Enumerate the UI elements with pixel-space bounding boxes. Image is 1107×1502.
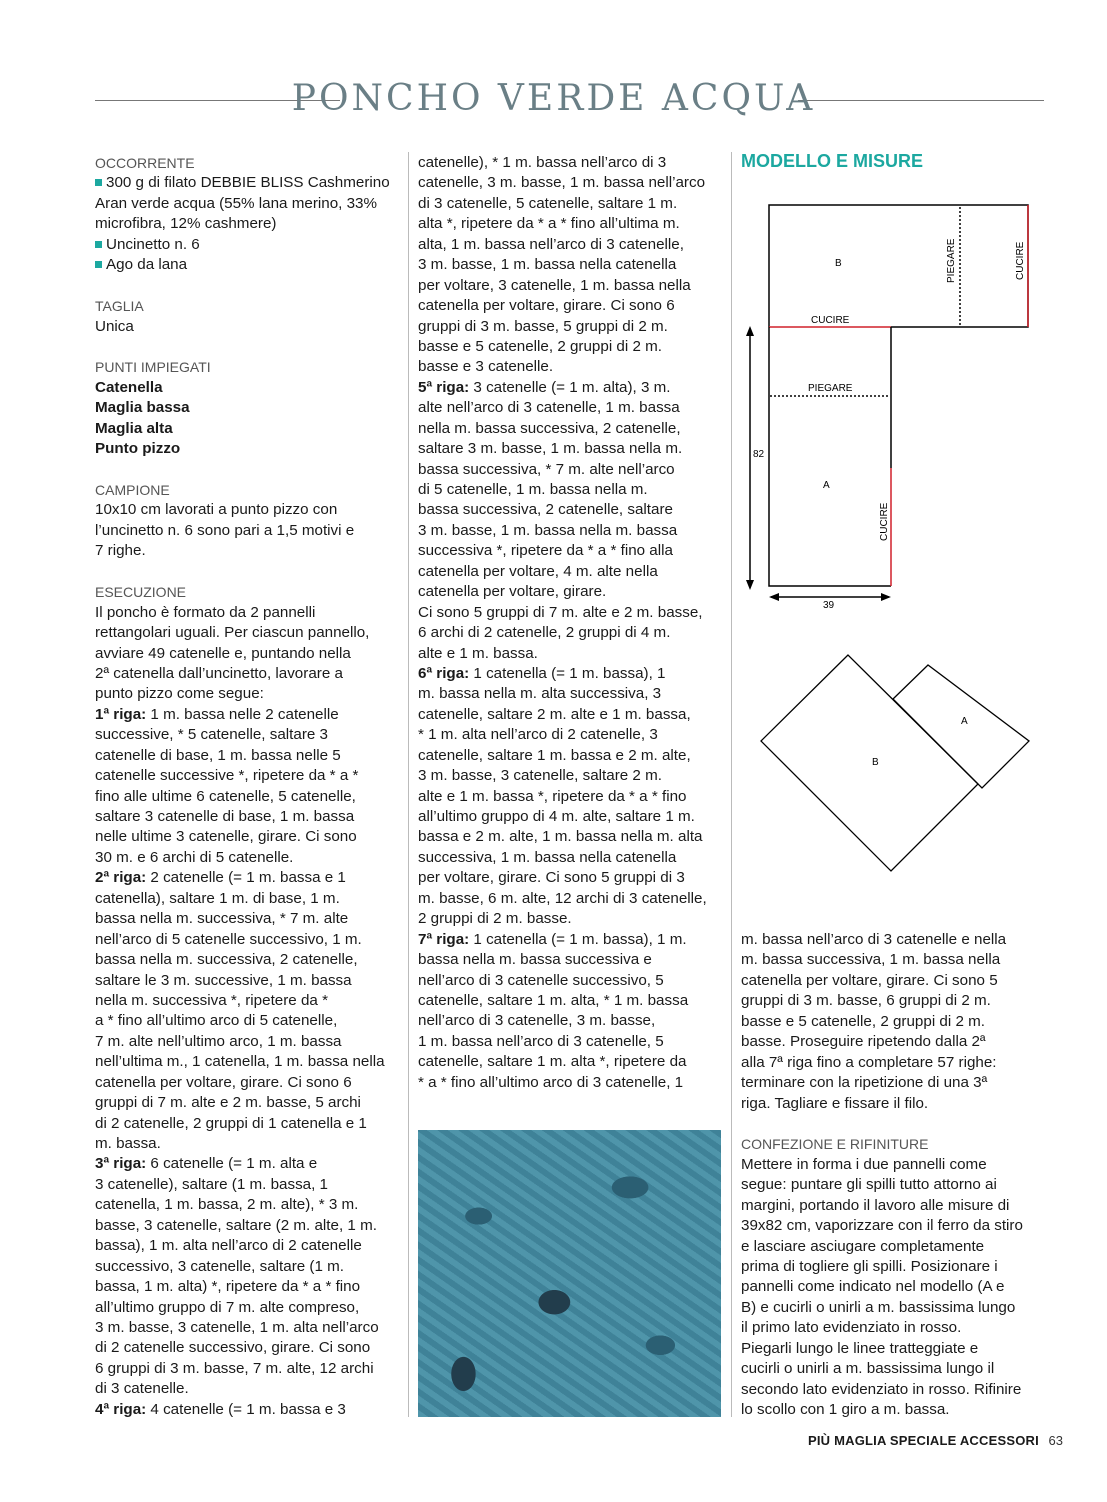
line-text: bassa nella m. bassa successiva e (418, 951, 652, 969)
line-text: ESECUZIONE (95, 584, 187, 601)
text-line (418, 725, 728, 745)
text-line (95, 419, 405, 439)
line-text: il primo lato evidenziato in rosso. (741, 1319, 962, 1337)
text-line (95, 827, 405, 847)
text-line (418, 378, 728, 398)
column-right (741, 930, 1051, 1421)
text-line (95, 1216, 405, 1236)
line-text: fino alle ultime 6 catenelle, 5 catenelle, (95, 787, 356, 805)
label-piegare: PIEGARE (808, 383, 853, 394)
line-text: terminare con la ripetizione di una 3ª (741, 1074, 988, 1092)
line-text: catenella per voltare, 4 m. alte nella (418, 562, 658, 580)
line-text: avviare 49 catenelle e, puntando nella (95, 644, 351, 662)
line-text: 30 m. e 6 archi di 5 catenelle. (95, 848, 294, 866)
text-line (418, 868, 728, 888)
text-line (95, 909, 405, 929)
line-text: bassa e 2 m. alte, 1 m. bassa nella m. alta (418, 828, 703, 846)
text-line (95, 398, 405, 418)
line-text: gruppi di 3 m. basse, 5 gruppi di 2 m. (418, 317, 668, 335)
text-line (418, 521, 728, 541)
line-text: m. bassa successiva, 1 m. bassa nella (741, 951, 1001, 969)
line-text: nelle ultime 3 catenelle, girare. Ci sono (95, 828, 357, 846)
line-text: basse, 3 catenelle, saltare (2 m. alte, 1 m. (95, 1216, 377, 1234)
text-line (95, 1011, 405, 1031)
text-line (741, 1257, 1051, 1277)
line-text: e lasciare asciugare completamente (741, 1237, 985, 1255)
magazine-name: PIÙ MAGLIA SPECIALE ACCESSORI (808, 1433, 1039, 1448)
line-text: catenella per voltare, girare. (418, 583, 607, 601)
column-divider (408, 152, 409, 1417)
text-line (95, 562, 405, 582)
text-line (741, 971, 1051, 991)
panel-b-shape (761, 655, 978, 871)
text-line (418, 194, 728, 214)
line-text: 10x10 cm lavorati a punto pizzo con (95, 501, 338, 519)
line-text: riga. Tagliare e fissare il filo. (741, 1094, 929, 1112)
text-line (95, 991, 405, 1011)
line-text: Ci sono 5 gruppi di 7 m. alte e 2 m. basse, (418, 603, 703, 621)
text-line (95, 848, 405, 868)
text-line (95, 684, 405, 704)
text-line (418, 255, 728, 275)
text-line (95, 439, 405, 459)
text-line (418, 317, 728, 337)
text-line (741, 1094, 1051, 1114)
text-line (418, 398, 728, 418)
text-line (95, 1134, 405, 1154)
text-line (418, 1052, 728, 1072)
row-label: 4ª riga: (95, 1400, 147, 1418)
bullet-square-icon (95, 261, 102, 268)
label-piegare: PIEGARE (946, 238, 957, 283)
line-text: nell’arco di 5 catenelle successivo, 1 m. (95, 930, 362, 948)
line-text: TAGLIA (95, 298, 144, 315)
text-line (95, 1236, 405, 1256)
text-line (418, 460, 728, 480)
row-label: 7ª riga: (418, 930, 470, 948)
text-line (418, 930, 728, 950)
line-text: CONFEZIONE E RIFINITURE (741, 1136, 929, 1153)
text-line (95, 255, 405, 275)
text-line (741, 950, 1051, 970)
text-line (95, 889, 405, 909)
text-line (418, 889, 728, 909)
line-text: di 3 catenelle, 5 catenelle, saltare 1 m. (418, 194, 678, 212)
line-text: bassa), 1 m. alta nell’arco di 2 catenelle (95, 1237, 362, 1255)
line-text: 2ª catenella dall’uncinetto, lavorare a (95, 664, 343, 682)
text-line (95, 705, 405, 725)
text-line (418, 603, 728, 623)
line-text: Ago da lana (106, 256, 188, 274)
line-text: bassa nella m. successiva, 2 catenelle, (95, 951, 358, 969)
crochet-photo (418, 1130, 721, 1417)
text-line (418, 746, 728, 766)
text-line (95, 1359, 405, 1379)
line-text: Piegarli lungo le linee tratteggiate e (741, 1339, 979, 1357)
text-line (95, 1114, 405, 1134)
line-text: basse e 3 catenelle. (418, 358, 554, 376)
line-text: 6 gruppi di 3 m. basse, 7 m. alte, 12 archi (95, 1359, 374, 1377)
text-line (418, 500, 728, 520)
text-line (418, 971, 728, 991)
line-text: 39x82 cm, vaporizzare con il ferro da stiro (741, 1217, 1023, 1235)
line-text: l’uncinetto n. 6 sono pari a 1,5 motivi e (95, 521, 355, 539)
text-line (95, 1052, 405, 1072)
panel-b-outline (769, 205, 1028, 327)
line-text: 3 m. basse, 1 m. bassa nella catenella (418, 256, 677, 274)
line-text: successive, * 5 catenelle, saltare 3 (95, 726, 328, 744)
line-text: di 3 catenelle. (95, 1380, 189, 1398)
line-text: alta, 1 m. bassa nell’arco di 3 catenelle, (418, 235, 684, 253)
text-line (418, 1073, 728, 1093)
text-line (95, 214, 405, 234)
label-b: B (872, 757, 879, 768)
line-text: Uncinetto n. 6 (106, 235, 200, 253)
text-line (741, 991, 1051, 1011)
text-line (741, 930, 1051, 950)
section-heading (95, 357, 405, 377)
text-line (95, 1032, 405, 1052)
line-text: alte e 1 m. bassa. (418, 644, 538, 662)
line-text: successivo, 3 catenelle, saltare (1 m. (95, 1257, 345, 1275)
text-line (95, 317, 405, 337)
line-text: successiva *, ripetere da * a * fino alla (418, 542, 673, 560)
line-text: catenella, 1 m. bassa, 2 m. alte), * 3 m. (95, 1196, 359, 1214)
line-text: cucirli o unirli a m. bassissima lungo il (741, 1360, 995, 1378)
line-text: rettangolari uguali. Per ciascun pannello, (95, 624, 370, 642)
line-text: per voltare, girare. Ci sono 5 gruppi di 3 (418, 869, 685, 887)
line-text: catenelle, 3 m. basse, 1 m. bassa nell’arco (418, 174, 706, 192)
text-line (418, 1032, 728, 1052)
section-title: MODELLO E MISURE (741, 151, 924, 171)
text-line (741, 1175, 1051, 1195)
bullet-square-icon (95, 241, 102, 248)
label-cucire: CUCIRE (879, 502, 890, 541)
bullet-square-icon (95, 179, 102, 186)
line-text: catenella per voltare, girare. Ci sono 6 (418, 297, 675, 315)
line-text: per voltare, 3 catenelle, 1 m. bassa nella (418, 276, 691, 294)
text-line (95, 807, 405, 827)
line-text: a * fino all’ultimo arco di 5 catenelle, (95, 1012, 338, 1030)
label-width: 39 (823, 600, 835, 611)
text-line (741, 1277, 1051, 1297)
line-text: alta *, ripetere da * a * fino all’ultima m. (418, 215, 680, 233)
text-line (741, 1032, 1051, 1052)
line-text: di 2 catenelle successivo, girare. Ci sono (95, 1339, 371, 1357)
line-text: 6 archi di 2 catenelle, 2 gruppi di 4 m. (418, 624, 671, 642)
line-text: 300 g di filato DEBBIE BLISS Cashmerino (106, 174, 390, 192)
text-line (95, 1379, 405, 1399)
text-line (741, 1196, 1051, 1216)
text-line (418, 439, 728, 459)
text-line (95, 930, 405, 950)
line-text: bassa successiva, 2 catenelle, saltare (418, 501, 673, 519)
row-label: 5ª riga: (418, 378, 470, 396)
line-text: Mettere in forma i due pannelli come (741, 1155, 987, 1173)
text-line (741, 1237, 1051, 1257)
panel-a-outline (769, 327, 891, 586)
line-text: 4 catenelle (= 1 m. bassa e 3 (146, 1400, 346, 1418)
row-label: 1ª riga: (95, 705, 147, 723)
line-text: alla 7ª riga fino a completare 57 righe: (741, 1053, 997, 1071)
line-text: Aran verde acqua (55% lana merino, 33% (95, 194, 377, 212)
text-line (418, 827, 728, 847)
text-line (95, 603, 405, 623)
line-text: all’ultimo gruppo di 4 m. alte, saltare 1 m. (418, 808, 695, 825)
text-line (418, 214, 728, 234)
line-text: nell’arco di 3 catenelle successivo, 5 (418, 971, 664, 989)
line-text: nell’ultima m., 1 catenella, 1 m. bassa nella (95, 1053, 385, 1071)
text-line (95, 1338, 405, 1358)
text-line (741, 1400, 1051, 1420)
text-line (741, 1380, 1051, 1400)
text-line (418, 541, 728, 561)
line-text: gruppi di 3 m. basse, 6 gruppi di 2 m. (741, 992, 991, 1010)
line-text: * 1 m. alta nell’arco di 2 catenelle, 3 (418, 726, 658, 744)
text-line (418, 296, 728, 316)
text-line (418, 807, 728, 827)
section-heading (95, 480, 405, 500)
text-line (95, 173, 405, 193)
line-text: bassa nella m. successiva, * 7 m. alte (95, 910, 349, 928)
text-line (95, 378, 405, 398)
line-text: PUNTI IMPIEGATI (95, 359, 211, 376)
text-line (418, 419, 728, 439)
line-text: 2 gruppi di 2 m. basse. (418, 910, 572, 928)
text-line (418, 991, 728, 1011)
line-text: 3 m. basse, 3 catenelle, saltare 2 m. (418, 767, 662, 785)
line-text: catenelle, saltare 2 m. alte e 1 m. bassa, (418, 705, 691, 723)
line-text: 7 righe. (95, 542, 146, 560)
line-text: CAMPIONE (95, 482, 170, 498)
line-text: 7 m. alte nell’ultimo arco, 1 m. bassa (95, 1032, 342, 1050)
text-line (95, 1073, 405, 1093)
text-line (418, 787, 728, 807)
line-text: 1 m. bassa nelle 2 catenelle (146, 705, 339, 723)
column-left (95, 153, 405, 1420)
line-text: secondo lato evidenziato in rosso. Rifinire (741, 1380, 1022, 1398)
line-text: di 2 catenelle, 2 gruppi di 1 catenella e 1 (95, 1114, 367, 1132)
text-line (95, 1175, 405, 1195)
text-line (418, 766, 728, 786)
line-text: catenelle, saltare 1 m. alta *, ripetere da (418, 1053, 687, 1071)
text-line (741, 1298, 1051, 1318)
line-text: OCCORRENTE (95, 155, 195, 171)
text-line (418, 582, 728, 602)
line-text: margini, portando il lavoro alle misure di (741, 1196, 1010, 1214)
text-line (95, 521, 405, 541)
text-line (418, 909, 728, 929)
line-text: Maglia bassa (95, 399, 190, 417)
text-line (741, 1053, 1051, 1073)
line-text: catenella per voltare, girare. Ci sono 6 (95, 1073, 352, 1091)
text-line (95, 1318, 405, 1338)
line-text: successiva, 1 m. bassa nella catenella (418, 848, 677, 866)
line-text: 1 catenella (= 1 m. bassa), 1 m. (469, 930, 687, 948)
text-line (418, 848, 728, 868)
page-footer (808, 1433, 1063, 1448)
text-line (95, 1400, 405, 1420)
assembled-diagram (755, 650, 1035, 880)
line-text: nell’arco di 3 catenelle, 3 m. basse, (418, 1012, 656, 1030)
text-line (418, 235, 728, 255)
line-text: bassa, 1 m. alta) *, ripetere da * a * fino (95, 1278, 361, 1296)
text-line (95, 1154, 405, 1174)
line-text: pannelli come indicato nel modello (A e (741, 1278, 1005, 1296)
text-line (95, 337, 405, 357)
text-line (95, 541, 405, 561)
line-text: 3 catenelle (= 1 m. alta), 3 m. (469, 378, 671, 396)
text-line (418, 276, 728, 296)
line-text: m. bassa nella m. alta successiva, 3 (418, 685, 662, 703)
line-text: m. bassa. (95, 1135, 161, 1152)
label-a: A (961, 716, 968, 727)
text-line (95, 1093, 405, 1113)
line-text: nella m. bassa successiva, 2 catenelle, (418, 419, 681, 437)
text-line (418, 480, 728, 500)
line-text: Catenella (95, 378, 163, 396)
text-line (418, 684, 728, 704)
text-line (418, 644, 728, 664)
text-line (418, 357, 728, 377)
section-heading (741, 1134, 1051, 1154)
line-text: m. basse, 6 m. alte, 12 archi di 3 catenelle, (418, 889, 707, 907)
page-title: PONCHO VERDE ACQUA (291, 78, 816, 119)
line-text: catenelle, saltare 1 m. bassa e 2 m. alte, (418, 746, 691, 764)
line-text: 3 m. basse, 3 catenelle, 1 m. alta nell’arco (95, 1318, 379, 1336)
text-line (418, 173, 728, 193)
line-text: saltare 3 m. basse, 1 m. bassa nella m. (418, 440, 683, 458)
text-line (95, 194, 405, 214)
line-text: catenella), saltare 1 m. di base, 1 m. (95, 889, 340, 907)
section-heading (95, 582, 405, 602)
row-label: 6ª riga: (418, 664, 470, 682)
line-text: basse e 5 catenelle, 2 gruppi di 2 m. (418, 337, 662, 355)
text-line (95, 787, 405, 807)
text-line (95, 500, 405, 520)
line-text: basse e 5 catenelle, 2 gruppi di 2 m. (741, 1012, 985, 1030)
line-text: alte e 1 m. bassa *, ripetere da * a * fino (418, 787, 687, 805)
line-text: Il poncho è formato da 2 pannelli (95, 603, 316, 621)
line-text: B) e cucirli o unirli a m. bassissima lungo (741, 1298, 1016, 1316)
text-line (95, 235, 405, 255)
text-line (95, 868, 405, 888)
section-heading (95, 153, 405, 173)
line-text: 3 m. basse, 1 m. bassa nella m. bassa (418, 521, 678, 539)
line-text: bassa successiva, * 7 m. alte nell’arco (418, 460, 675, 478)
text-line (95, 746, 405, 766)
line-text: 6 catenelle (= 1 m. alta e (146, 1155, 318, 1173)
line-text: Unica (95, 317, 134, 335)
line-text: punto pizzo come segue: (95, 685, 264, 703)
text-line (95, 950, 405, 970)
text-line (418, 705, 728, 725)
text-line (741, 1155, 1051, 1175)
line-text: catenelle), * 1 m. bassa nell’arco di 3 (418, 154, 667, 171)
line-text: basse. Proseguire ripetendo dalla 2ª (741, 1033, 986, 1051)
page-number: 63 (1048, 1433, 1064, 1448)
line-text: gruppi di 7 m. alte e 2 m. basse, 5 archi (95, 1094, 361, 1112)
text-line (95, 623, 405, 643)
line-text: segue: puntare gli spilli tutto attorno ai (741, 1176, 997, 1194)
text-line (418, 562, 728, 582)
column-divider (731, 152, 732, 1417)
label-a: A (823, 480, 830, 491)
schematic-diagram (740, 195, 1050, 615)
text-line (741, 1359, 1051, 1379)
text-line (418, 153, 728, 173)
text-line (741, 1012, 1051, 1032)
line-text: 3 catenelle), saltare (1 m. bassa, 1 (95, 1175, 328, 1193)
line-text: catenelle successive *, ripetere da * a * (95, 767, 359, 785)
text-line (95, 644, 405, 664)
line-text: nella m. successiva *, ripetere da * (95, 991, 328, 1009)
text-line (418, 950, 728, 970)
text-line (741, 1114, 1051, 1134)
line-text: prima di togliere gli spilli. Posizionare i (741, 1258, 998, 1275)
line-text: * a * fino all’ultimo arco di 3 catenelle, 1 (418, 1073, 684, 1091)
text-line (741, 1318, 1051, 1338)
text-line (95, 971, 405, 991)
label-cucire: CUCIRE (1015, 241, 1026, 280)
row-label: 3ª riga: (95, 1155, 147, 1173)
line-text: catenelle di base, 1 m. bassa nelle 5 (95, 746, 341, 764)
line-text: m. bassa nell’arco di 3 catenelle e nella (741, 931, 1007, 948)
label-height: 82 (753, 449, 765, 460)
label-cucire: CUCIRE (811, 315, 850, 326)
line-text: all’ultimo gruppo di 7 m. alte compreso, (95, 1298, 360, 1316)
text-line (95, 664, 405, 684)
text-line (95, 276, 405, 296)
text-line (418, 337, 728, 357)
text-line (741, 1339, 1051, 1359)
label-b: B (835, 258, 842, 269)
text-line (95, 1277, 405, 1297)
text-line (95, 1195, 405, 1215)
line-text: 1 catenella (= 1 m. bassa), 1 (469, 664, 666, 682)
line-text: Punto pizzo (95, 440, 181, 458)
text-line (418, 1011, 728, 1031)
text-line (95, 1298, 405, 1318)
column-middle (418, 153, 728, 1093)
line-text: 2 catenelle (= 1 m. bassa e 1 (146, 869, 346, 887)
text-line (741, 1073, 1051, 1093)
line-text: saltare 3 catenelle di base, 1 m. bassa (95, 808, 355, 825)
text-line (95, 1257, 405, 1277)
section-heading (95, 296, 405, 316)
text-line (741, 1216, 1051, 1236)
line-text: alte nell’arco di 3 catenelle, 1 m. bassa (418, 399, 680, 417)
line-text: 1 m. bassa nell’arco di 3 catenelle, 5 (418, 1032, 664, 1050)
text-line (95, 766, 405, 786)
line-text: di 5 catenelle, 1 m. bassa nella m. (418, 481, 648, 498)
text-line (418, 664, 728, 684)
line-text: saltare le 3 m. successive, 1 m. bassa (95, 971, 352, 989)
line-text: microfibra, 12% cashmere) (95, 215, 277, 233)
row-label: 2ª riga: (95, 869, 147, 887)
line-text: catenelle, saltare 1 m. alta, * 1 m. bassa (418, 991, 689, 1009)
text-line (418, 623, 728, 643)
text-line (95, 725, 405, 745)
line-text: lo scollo con 1 giro a m. bassa. (741, 1401, 950, 1419)
line-text: Maglia alta (95, 419, 173, 437)
text-line (95, 460, 405, 480)
line-text: catenella per voltare, girare. Ci sono 5 (741, 971, 998, 989)
